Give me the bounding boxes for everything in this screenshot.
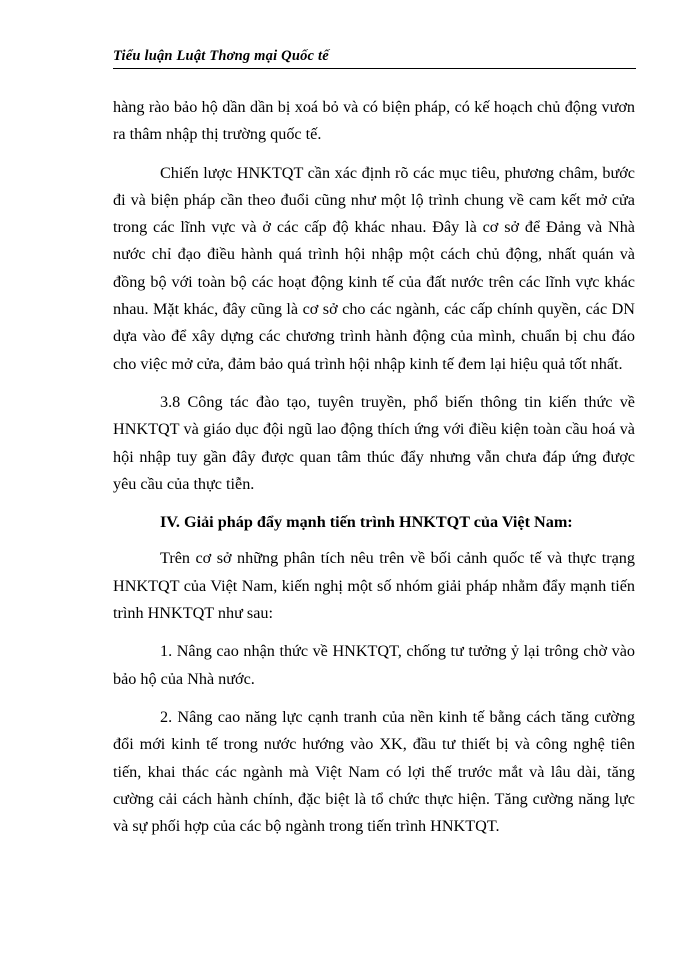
paragraph-solution-1: 1. Nâng cao nhận thức về HNKTQT, chống tư tưởng ỷ lại trông chờ vào bảo hộ của Nhà nước. xyxy=(113,642,635,688)
section-heading: IV. Giải pháp đẩy mạnh tiến trình HNKTQT của Việt Nam: xyxy=(160,513,573,532)
page-header xyxy=(113,46,636,69)
paragraph-strategy: Chiến lược HNKTQT cần xác định rõ các mục tiêu, phương châm, bước đi và biện pháp cần theo đuổi cũng như một lộ trình chung về cam kết mở cửa trong các lĩnh vực và ở các cấp độ khác nhau. Đây là cơ sở để Đảng và Nhà nước chỉ đạo điều hành quá trình hội nhập một cách chủ động, nhất quán và đồng bộ với toàn bộ các hoạt động kinh tế của đất nước trên các lĩnh vực khác nhau. Mặt khác, đây cũng là cơ sở cho các ngành, các cấp chính quyền, các DN dựa vào để xây dựng các chương trình hành động của mình, chuẩn bị chu đáo cho việc mở cửa, đảm bảo quá trình hội nhập kinh tế đem lại hiệu quả tốt nhất. xyxy=(113,163,635,373)
document-body xyxy=(113,94,635,851)
header-title: Tiểu luận Luật Thơng mại Quốc tế xyxy=(113,48,329,64)
paragraph-intro-solutions: Trên cơ sở những phân tích nêu trên về bối cảnh quốc tế và thực trạng HNKTQT của Việt Nam, kiến nghị một số nhóm giải pháp nhằm đẩy mạnh tiến trình HNKTQT như sau: xyxy=(113,549,635,623)
paragraph-continuation: hàng rào bảo hộ dần dần bị xoá bỏ và có biện pháp, có kế hoạch chủ động vươn ra thâm nhập thị trường quốc tế. xyxy=(113,98,635,144)
paragraph-solution-2: 2. Nâng cao năng lực cạnh tranh của nền kinh tế bằng cách tăng cường đổi mới kinh tế trong nước hướng vào XK, đầu tư thiết bị và công nghệ tiên tiến, khai thác các ngành mà Việt Nam có lợi thế trước mắt và lâu dài, tăng cường cải cách hành chính, đặc biệt là tổ chức thực hiện. Tăng cường năng lực và sự phối hợp của các bộ ngành trong tiến trình HNKTQT. xyxy=(113,707,635,836)
paragraph-training: 3.8 Công tác đào tạo, tuyên truyền, phổ biến thông tin kiến thức về HNKTQT và giáo dục đội ngũ lao động thích ứng với điều kiện toàn cầu hoá và hội nhập tuy gần đây được quan tâm thúc đẩy nhưng vẫn chưa đáp ứng được yêu cầu của thực tiễn. xyxy=(113,392,635,493)
